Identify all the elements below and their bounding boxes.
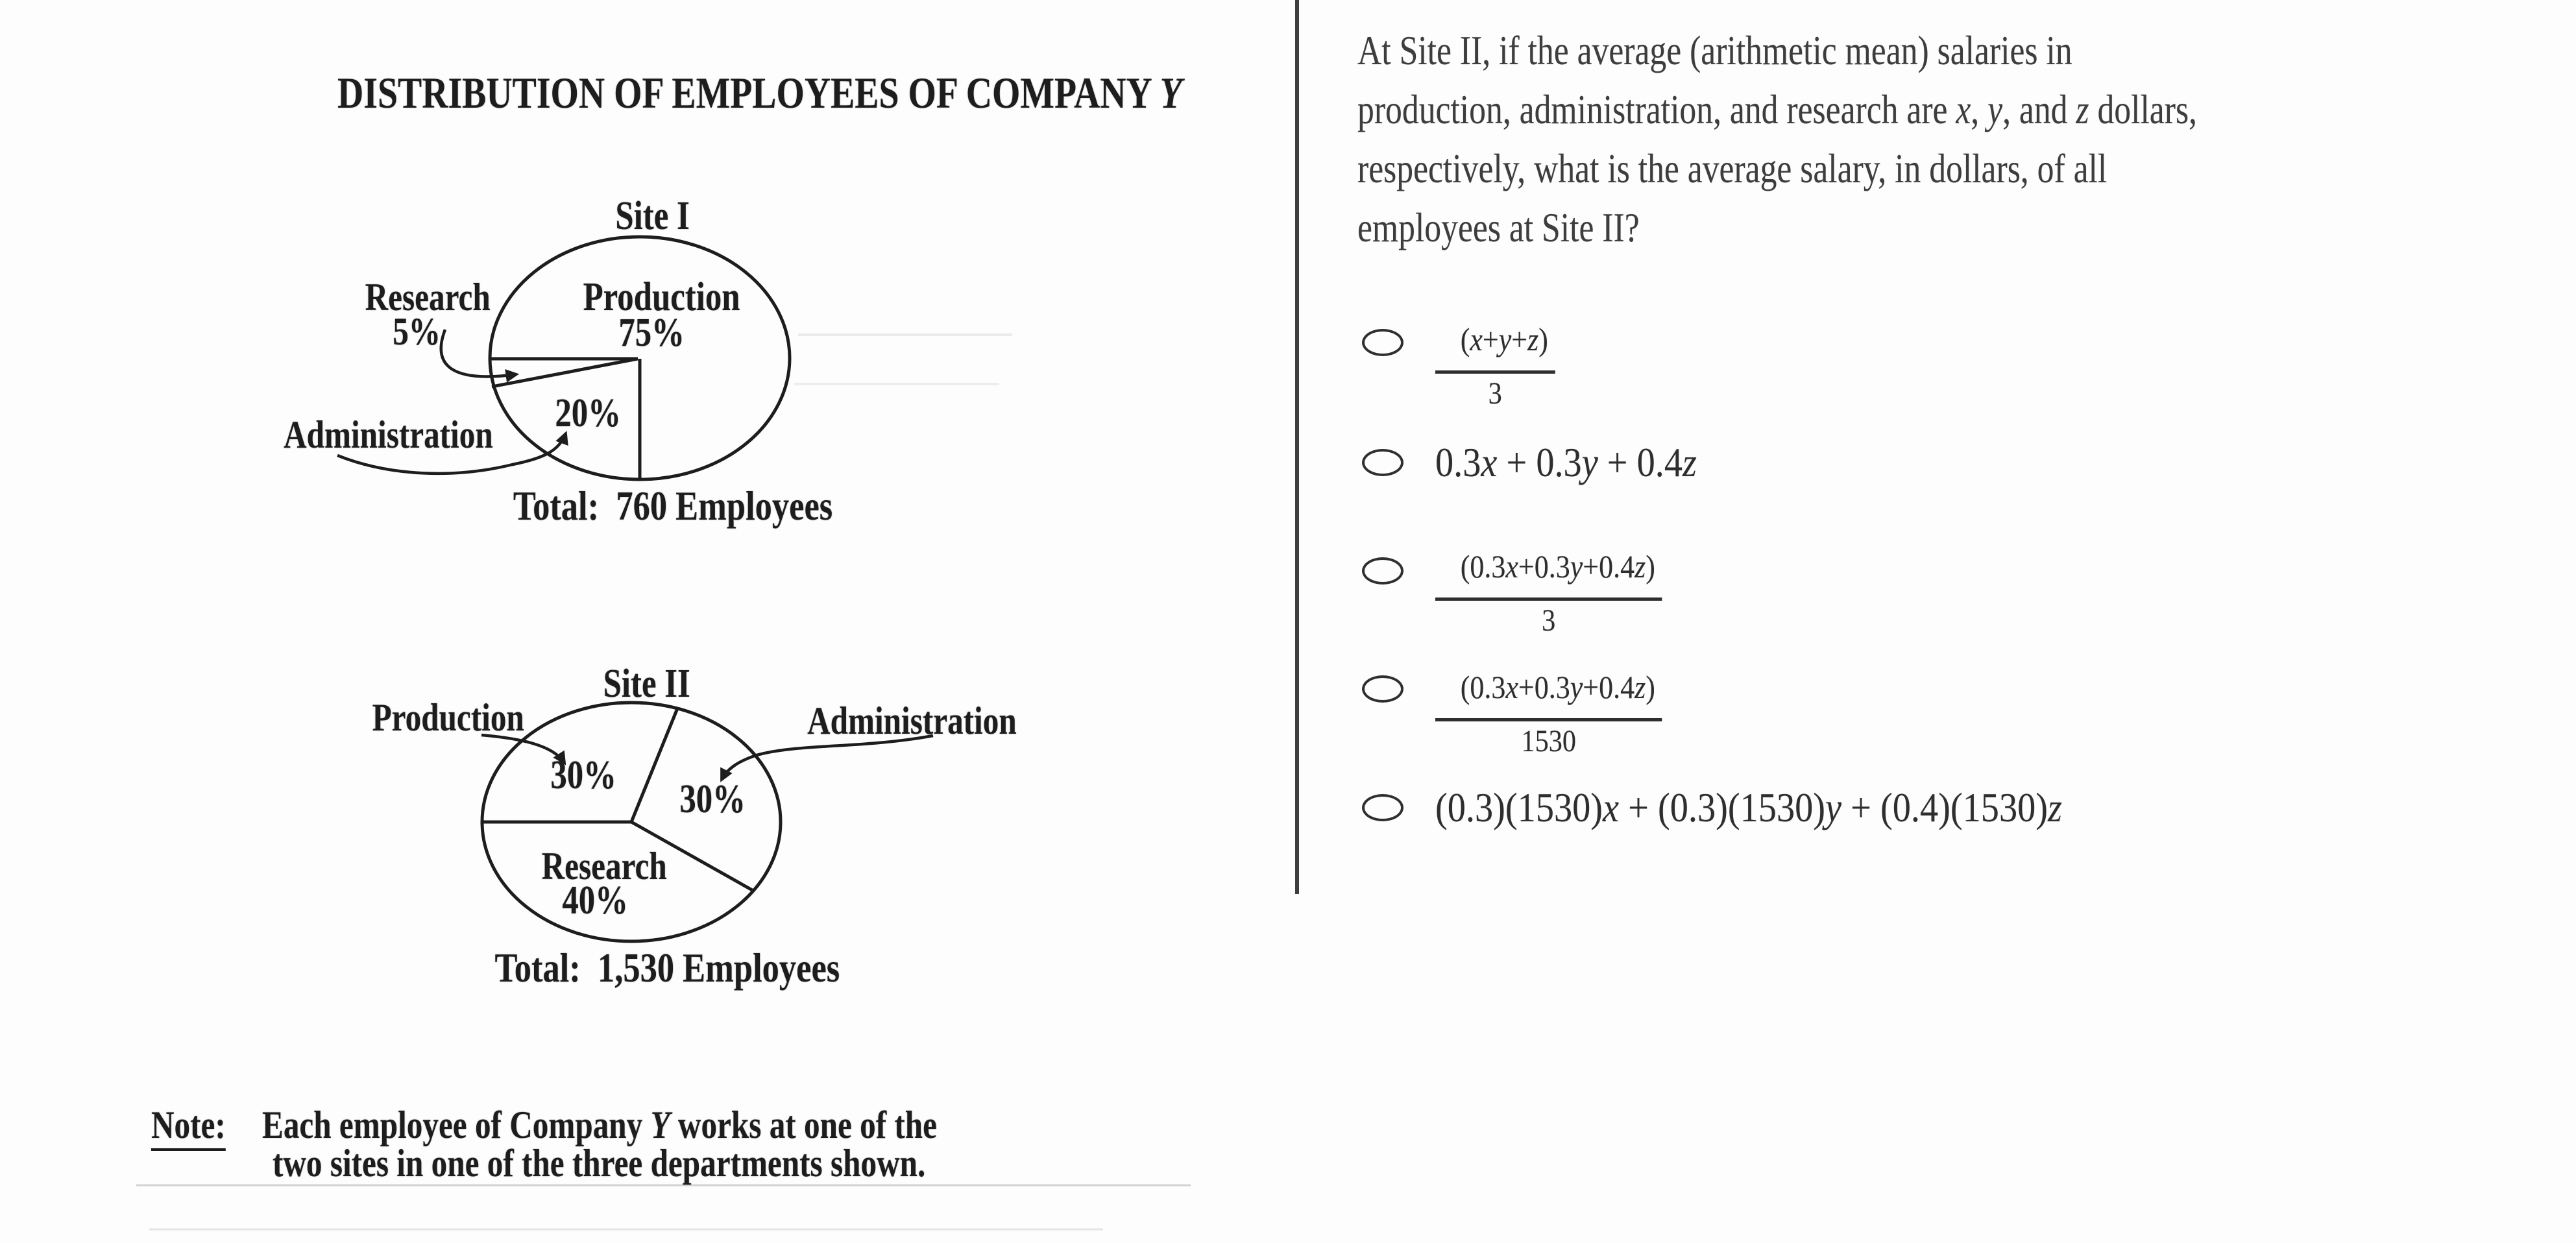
site2-research-pct: 40% [562,878,628,923]
option-a-formula [1435,309,1555,436]
option-c-radio[interactable] [1362,557,1403,585]
site1-research-label: Research [365,276,491,319]
figure-title: DISTRIBUTION OF EMPLOYEES OF COMPANY Y [337,68,1182,117]
site2-administration-label: Administration [807,699,1017,742]
note-line1: Each employee of Company Y works at one of the [262,1104,937,1146]
site2-total: Total: 1,530 Employees [494,945,840,991]
site2-production-label: Production [372,696,524,739]
fraction-numerator: (x+y+z) [1460,321,1548,357]
site2-production-pct: 30% [550,753,616,797]
question-line: production, administration, and research are x, y, and z dollars, [1357,87,2197,132]
option-d-radio[interactable] [1362,675,1403,703]
option-b-radio[interactable] [1362,449,1403,476]
question-line: At Site II, if the average (arithmetic mean) salaries in [1357,28,2072,73]
option-e-formula: (0.3)(1530)x + (0.3)(1530)y + (0.4)(1530)z [1435,784,2062,830]
site1-title: Site I [615,194,690,238]
panel-divider [1295,0,1299,894]
note-line2: two sites in one of the three departments shown. [273,1142,926,1185]
fraction-denominator: 3 [1435,597,1662,640]
fraction-numerator: (0.3x+0.3y+0.4z) [1460,669,1655,705]
site2-slice-line-top [631,708,677,822]
option-e-radio[interactable] [1362,794,1403,821]
fraction-denominator: 3 [1435,370,1555,413]
note-label-text: Note: [151,1104,226,1151]
note-label [151,1105,226,1145]
site2-administration-pct: 30% [679,777,746,821]
site1-total: Total: 760 Employees [513,483,833,529]
site1-production-label: Production [583,275,740,319]
fraction-denominator: 1530 [1435,718,1662,760]
fraction-numerator: (0.3x+0.3y+0.4z) [1460,548,1655,585]
site1-research-arrow [441,330,516,376]
option-a-radio[interactable] [1362,329,1403,356]
option-b-formula: 0.3x + 0.3y + 0.4z [1435,439,1697,485]
option-c-formula [1435,536,1662,663]
site1-administration-pct: 20% [555,391,621,435]
site2-administration-arrow [722,736,933,780]
site2-title: Site II [603,662,690,706]
site2-research-label: Research [541,845,667,887]
option-d-formula [1435,657,1662,784]
site1-research-pct: 5% [393,310,441,353]
question-line: respectively, what is the average salary, in dollars, of all [1357,146,2108,191]
question-line: employees at Site II? [1357,205,1640,250]
site1-administration-label: Administration [284,413,493,456]
site1-slice-line-research [492,359,638,387]
site1-production-pct: 75% [618,311,685,355]
